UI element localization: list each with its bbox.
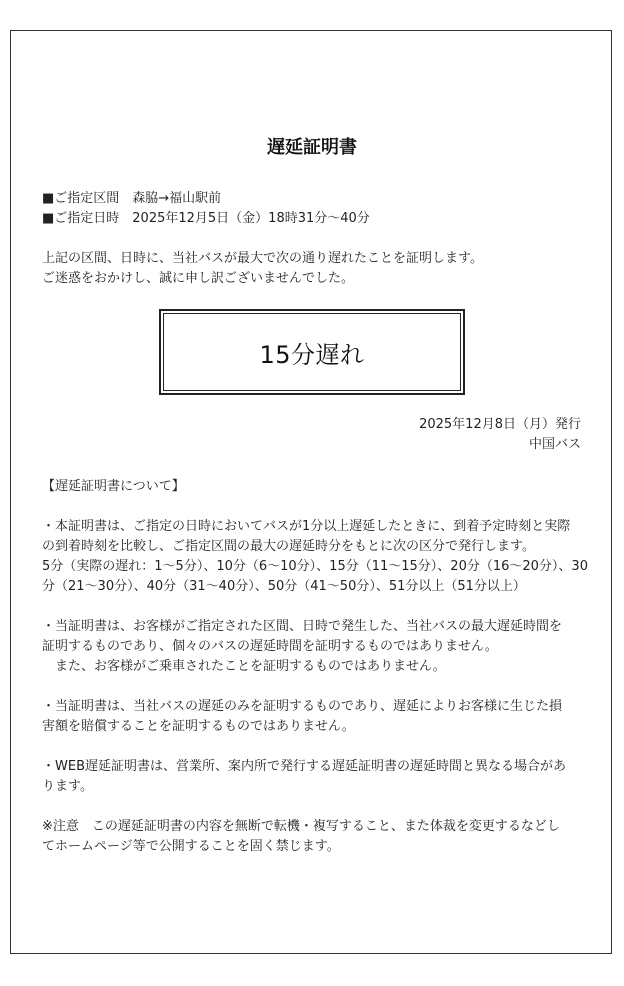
issue-date: 2025年12月8日（月）発行 bbox=[419, 417, 581, 432]
statement-line-1: 上記の区間、日時に、当社バスが最大で次の通り遅れたことを証明します。 bbox=[42, 251, 483, 266]
delay-box-inner-border bbox=[163, 313, 461, 391]
section-line: ■ご指定区間 森脇→福山駅前 bbox=[42, 191, 222, 206]
note-3-line-1: ・当証明書は、当社バスの遅延のみを証明するものであり、遅延によりお客様に生じた損 bbox=[42, 699, 563, 714]
note-1-line-4: 分（21～30分）、40分（31～40分）、50分（41～50分）、51分以上（51分以上） bbox=[42, 579, 526, 594]
note-1-line-3: 5分（実際の遅れ：1～5分）、10分（6～10分）、15分（11～15分）、20分（16～20分）、30 bbox=[42, 559, 588, 574]
caution-line-1: ※注意 この遅延証明書の内容を無断で転機・複写すること、また体裁を変更するなどし bbox=[42, 819, 560, 834]
about-heading: 【遅延証明書について】 bbox=[42, 479, 185, 494]
note-2-line-2: 証明するものであり、個々のバスの遅延時間を証明するものではありません。 bbox=[42, 639, 498, 654]
statement-line-2: ご迷惑をおかけし、誠に申し訳ございませんでした。 bbox=[42, 271, 355, 286]
certificate-sheet bbox=[10, 30, 612, 954]
issuer-name: 中国バス bbox=[528, 437, 581, 452]
note-4-line-1: ・WEB遅延証明書は、営業所、案内所で発行する遅延証明書の遅延時間と異なる場合があ bbox=[42, 759, 566, 774]
note-2-line-3: また、お客様がご乗車されたことを証明するものではありません。 bbox=[55, 659, 446, 674]
note-1-line-2: の到着時刻を比較し、ご指定区間の最大の遅延時分をもとに次の区分で発行します。 bbox=[42, 539, 535, 554]
caution-line-2: てホームページ等で公開することを固く禁じます。 bbox=[42, 839, 340, 854]
delay-box bbox=[159, 309, 465, 395]
note-1-line-1: ・本証明書は、ご指定の日時においてバスが1分以上遅延したときに、到着予定時刻と実際 bbox=[42, 519, 571, 534]
note-4-line-2: ります。 bbox=[42, 779, 93, 794]
note-2-line-1: ・当証明書は、お客様がご指定された区間、日時で発生した、当社バスの最大遅延時間を bbox=[42, 619, 563, 634]
date-line: ■ご指定日時 2025年12月5日（金）18時31分～40分 bbox=[42, 211, 370, 226]
note-3-line-2: 害額を賠償することを証明するものではありません。 bbox=[42, 719, 355, 734]
delay-value: 15分遅れ bbox=[259, 340, 365, 369]
document-title: 遅延証明書 bbox=[267, 137, 357, 158]
